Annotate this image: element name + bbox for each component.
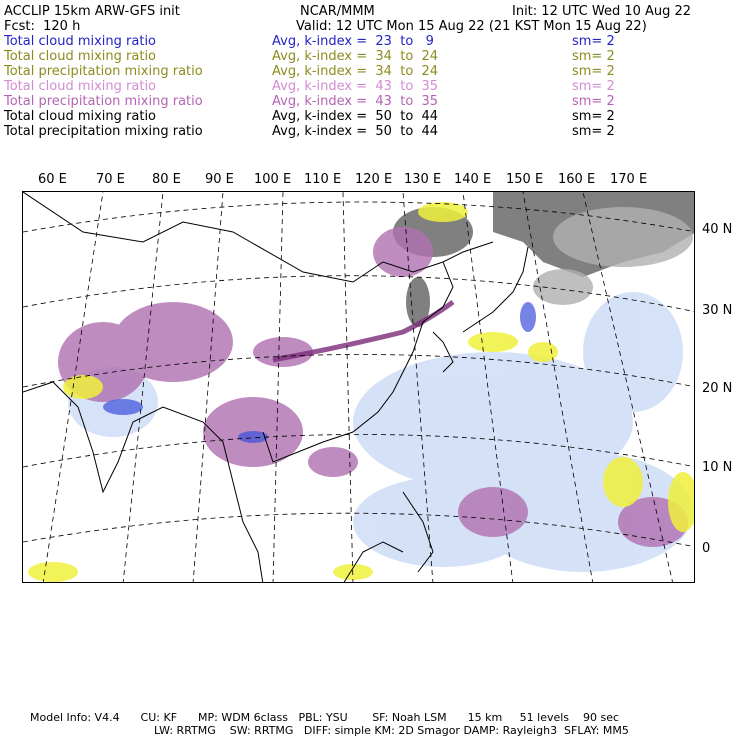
legend-avg-range: Avg, k-index = 43 to 35	[272, 79, 439, 94]
latitude-label: 30 N	[702, 303, 733, 318]
init-time: Init: 12 UTC Wed 10 Aug 22	[512, 4, 692, 19]
longitude-label: 170 E	[610, 172, 648, 187]
model-title: ACCLIP 15km ARW-GFS init	[4, 4, 180, 19]
legend-series-name: Total cloud mixing ratio	[4, 49, 157, 64]
legend-smoothing: sm= 2	[572, 64, 615, 79]
forecast-map	[22, 191, 695, 583]
longitude-label: 80 E	[152, 172, 181, 187]
longitude-label: 150 E	[506, 172, 544, 187]
legend-avg-range: Avg, k-index = 50 to 44	[272, 109, 439, 124]
latitude-label: 0	[702, 541, 711, 556]
legend-series-name: Total precipitation mixing ratio	[4, 124, 203, 139]
legend-smoothing: sm= 2	[572, 124, 615, 139]
longitude-label: 70 E	[96, 172, 125, 187]
legend-avg-range: Avg, k-index = 50 to 44	[272, 124, 439, 139]
longitude-label: 120 E	[355, 172, 393, 187]
org-label: NCAR/MMM	[300, 4, 375, 19]
map-canvas	[23, 192, 695, 583]
longitude-label: 100 E	[254, 172, 292, 187]
longitude-label: 160 E	[558, 172, 596, 187]
longitude-label: 60 E	[38, 172, 67, 187]
legend-smoothing: sm= 2	[572, 34, 615, 49]
legend-smoothing: sm= 2	[572, 109, 615, 124]
model-info-line2: LW: RRTMG SW: RRTMG DIFF: simple KM: 2D Smagor DAMP: Rayleigh3 SFLAY: MM5	[154, 724, 629, 737]
legend-avg-range: Avg, k-index = 43 to 35	[272, 94, 439, 109]
model-info-line1: Model Info: V4.4 CU: KF MP: WDM 6class PBL: YSU SF: Noah LSM 15 km 51 levels 90 sec	[30, 711, 620, 724]
latitude-label: 20 N	[702, 381, 733, 396]
latitude-label: 40 N	[702, 222, 733, 237]
legend-smoothing: sm= 2	[572, 79, 615, 94]
forecast-hour: Fcst: 120 h	[4, 19, 81, 34]
legend-series-name: Total cloud mixing ratio	[4, 34, 157, 49]
longitude-label: 90 E	[205, 172, 234, 187]
latitude-label: 10 N	[702, 460, 733, 475]
legend-avg-range: Avg, k-index = 23 to 9	[272, 34, 434, 49]
longitude-label: 130 E	[404, 172, 442, 187]
legend-series-name: Total cloud mixing ratio	[4, 109, 157, 124]
longitude-label: 110 E	[304, 172, 342, 187]
legend-series-name: Total cloud mixing ratio	[4, 79, 157, 94]
legend-smoothing: sm= 2	[572, 94, 615, 109]
longitude-label: 140 E	[454, 172, 492, 187]
legend-avg-range: Avg, k-index = 34 to 24	[272, 64, 439, 79]
legend-avg-range: Avg, k-index = 34 to 24	[272, 49, 439, 64]
legend-series-name: Total precipitation mixing ratio	[4, 64, 203, 79]
legend-series-name: Total precipitation mixing ratio	[4, 94, 203, 109]
valid-time: Valid: 12 UTC Mon 15 Aug 22 (21 KST Mon 15 Aug 22)	[296, 19, 647, 34]
legend-smoothing: sm= 2	[572, 49, 615, 64]
